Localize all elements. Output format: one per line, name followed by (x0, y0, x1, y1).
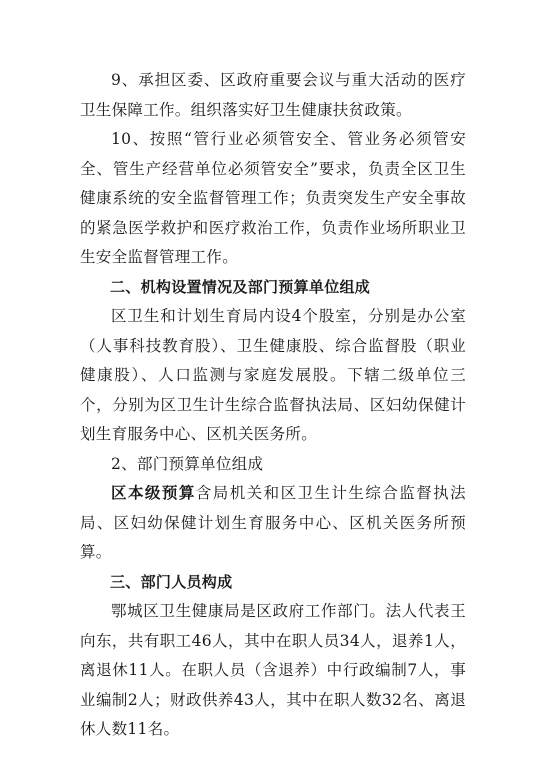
subheading-budget-units: 2、部门预算单位组成 (111, 454, 264, 473)
budget-body: 含局机关和区卫生计生综合监督执法局、区妇幼保健计划生育服务中心、区机关医务所预算。 (80, 484, 466, 561)
paragraph-budget (80, 479, 466, 568)
document-page (80, 66, 466, 745)
section-heading-organization: 二、机构设置情况及部门预算单位组成 (110, 277, 371, 296)
budget-label: 区本级预算 (111, 484, 196, 502)
paragraph-staff: 鄂城区卫生健康局是区政府工作部门。法人代表王向东，共有职工46人，其中在职人员34人，退养1人，离退休11人。在职人员（含退养）中行政编制7人，事业编制2人；财政供养43人，其中在职人数32名、离退休人数11名。 (80, 602, 466, 738)
paragraph-item-9: 9、承担区委、区政府重要会议与重大活动的医疗卫生保障工作。组织落实好卫生健康扶贫政策。 (80, 71, 466, 119)
section-heading-staff: 三、部门人员构成 (110, 572, 233, 591)
paragraph-organization: 区卫生和计划生育局内设4个股室，分别是办公室（人事科技教育股）、卫生健康股、综合监督股（职业健康股）、人口监测与家庭发展股。下辖二级单位三个，分别为区卫生计生综合监督执法局、区妇幼保健计划生育服务中心、区机关医务所。 (80, 307, 466, 443)
paragraph-item-10: 10、按照“管行业必须管安全、管业务必须管安全、管生产经营单位必须管安全”要求，负责全区卫生健康系统的安全监督管理工作；负责突发生产安全事故的紧急医学救护和医疗救治工作，负责作业场所职业卫生安全监督管理工作。 (80, 130, 466, 266)
